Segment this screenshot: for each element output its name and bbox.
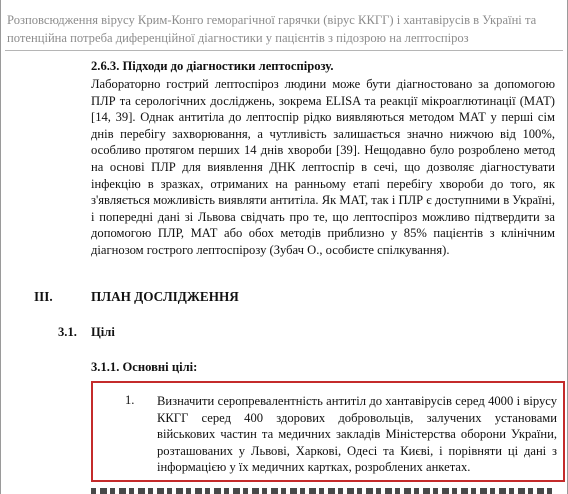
section-number-3-1: 3.1. [58,325,77,339]
body-paragraph-diagnostics: Лабораторно гострий лептоспіроз людини може бути діагностовано за допомогою ПЛР та серологічних досліджень, зокрема ELISA та реакції мікроаглютинації (МАТ) [14, 39]. Однак антитіла до лептоспір рідко виявляються методом МАТ у перші сім днів перебігу захворювання, а чутливість залишається значно нижчою від 100%, особливо протягом перших 14 днів хвороби [39]. Нещодавно було розроблено метод на основі ПЛР для виявлення ДНК лептоспір в сечі, що дозволяє діагностувати інфекцію в зразках, отриманих на ранньому етапі перебігу хвороби до того, як з'являється можливість виявляти антитіла. Як МАТ, так і ПЛР є доступними в Україні, і попередні дані зі Львова свідчать про те, що лептоспіроз можливо підтвердити за допомогою ПЛР, МАТ або обох методів приблизно у 85% пацієнтів з клінічним діагнозом гострого лептоспірозу (Зубач О., особисте спілкування). [91,77,555,257]
header-divider [5,50,563,51]
running-header: Розповсюдження вірусу Крим-Конго геморагічної гарячки (вірус ККГГ) і хантавірусів в Україні та потенційна потреба диференційної діагностики у пацієнтів з підозрою на лептоспіроз [7,13,537,45]
section-title-goals: Цілі [91,325,115,339]
section-heading-2-6-3: 2.6.3. Підходи до діагностики лептоспірозу. [91,59,334,73]
cut-off-text-line [91,487,555,494]
section-number-iii: III. [34,289,53,304]
objective-number: 1. [125,393,135,407]
section-title-research-plan: ПЛАН ДОСЛІДЖЕННЯ [91,289,239,304]
section-heading-3-1-1: 3.1.1. Основні цілі: [91,360,198,374]
objective-text: Визначити серопревалентність антитіл до хантавірусів серед 4000 і вірусу ККГГ серед 400 здорових добровольців, залучених установами військових частин та медичних закладів Міністерства оборони України, розташованих у Львові, Харкові, Одесі та Києві, і порівняти ці дані з інформацією у їх медичних картках, розроблених анкетах. [157,394,557,475]
